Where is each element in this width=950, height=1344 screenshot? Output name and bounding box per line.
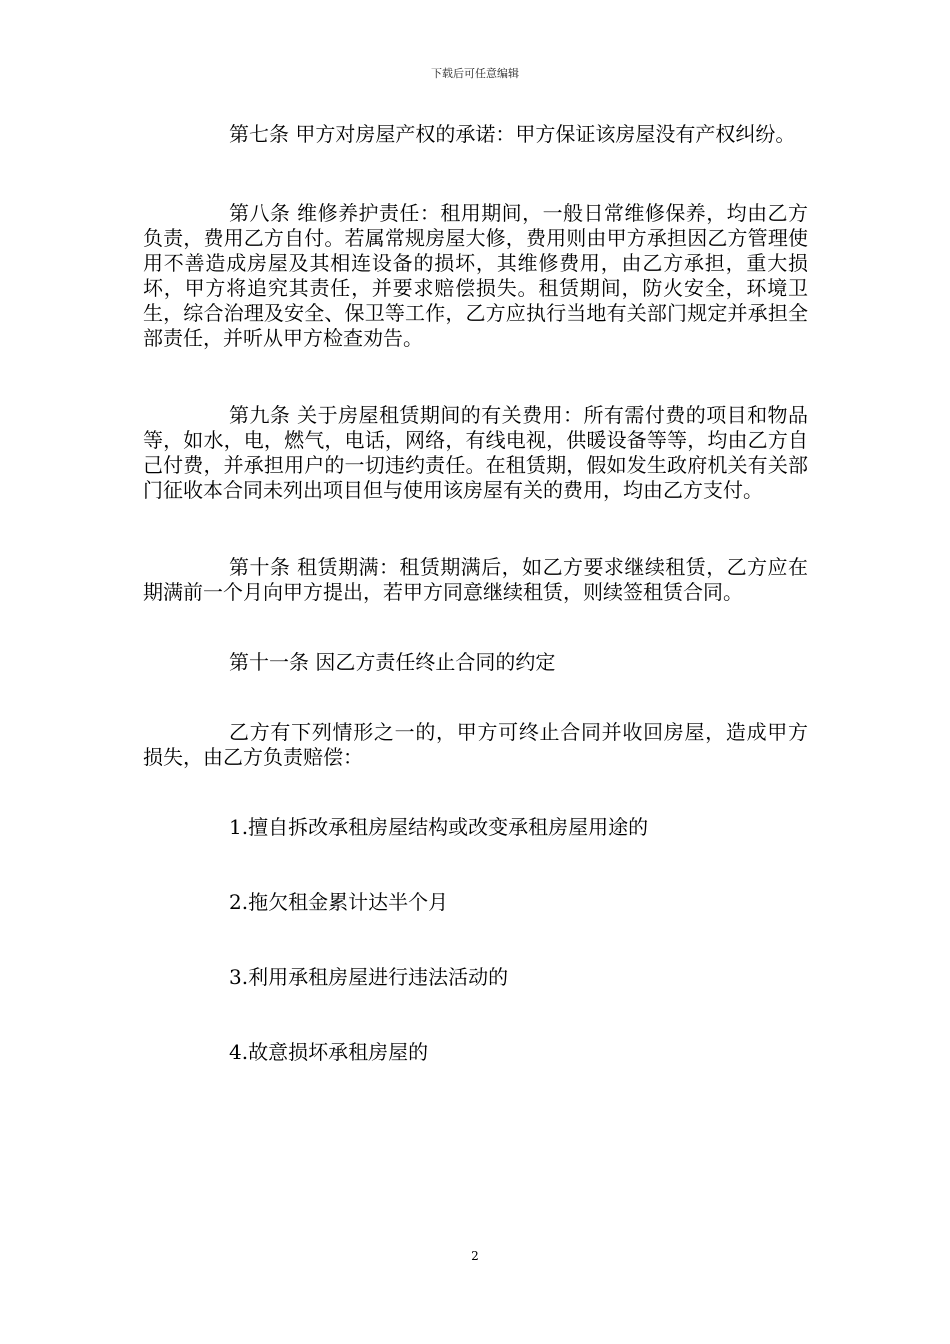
list-item-1: 1.擅自拆改承租房屋结构或改变承租房屋用途的 [229,815,649,839]
article-9-paragraph: 第九条 关于房屋租赁期间的有关费用：所有需付费的项目和物品等，如水，电，燃气，电话，网络，有线电视，供暖设备等等，均由乙方自己付费，并承担用户的一切违约责任。在租赁期，假如发生政府机关有关部门征收本合同未列出项目但与使用该房屋有关的费用，均由乙方支付。 [143,403,808,502]
list-item-2: 2.拖欠租金累计达半个月 [229,890,449,914]
page-header: 下载后可任意编辑 [431,67,519,80]
document-body [143,122,808,1065]
article-7-paragraph: 第七条 甲方对房屋产权的承诺：甲方保证该房屋没有产权纠纷。 [229,122,796,146]
article-10-paragraph: 第十条 租赁期满：租赁期满后，如乙方要求继续租赁，乙方应在期满前一个月向甲方提出，若甲方同意继续租赁，则续签租赁合同。 [143,555,808,604]
article-11-heading: 第十一条 因乙方责任终止合同的约定 [229,650,556,674]
termination-conditions-intro: 乙方有下列情形之一的，甲方可终止合同并收回房屋，造成甲方损失，由乙方负责赔偿： [143,720,808,769]
article-8-paragraph: 第八条 维修养护责任：租用期间，一般日常维修保养，均由乙方负责，费用乙方自付。若属常规房屋大修，费用则由甲方承担因乙方管理使用不善造成房屋及其相连设备的损坏，其维修费用，由乙方承担，重大损坏，甲方将追究其责任，并要求赔偿损失。租赁期间，防火安全，环境卫生，综合治理及安全、保卫等工作，乙方应执行当地有关部门规定并承担全部责任，并听从甲方检查劝告。 [143,201,808,350]
list-item-4: 4.故意损坏承租房屋的 [229,1040,429,1064]
list-item-3: 3.利用承租房屋进行违法活动的 [229,965,509,989]
page-number: 2 [471,1249,479,1263]
